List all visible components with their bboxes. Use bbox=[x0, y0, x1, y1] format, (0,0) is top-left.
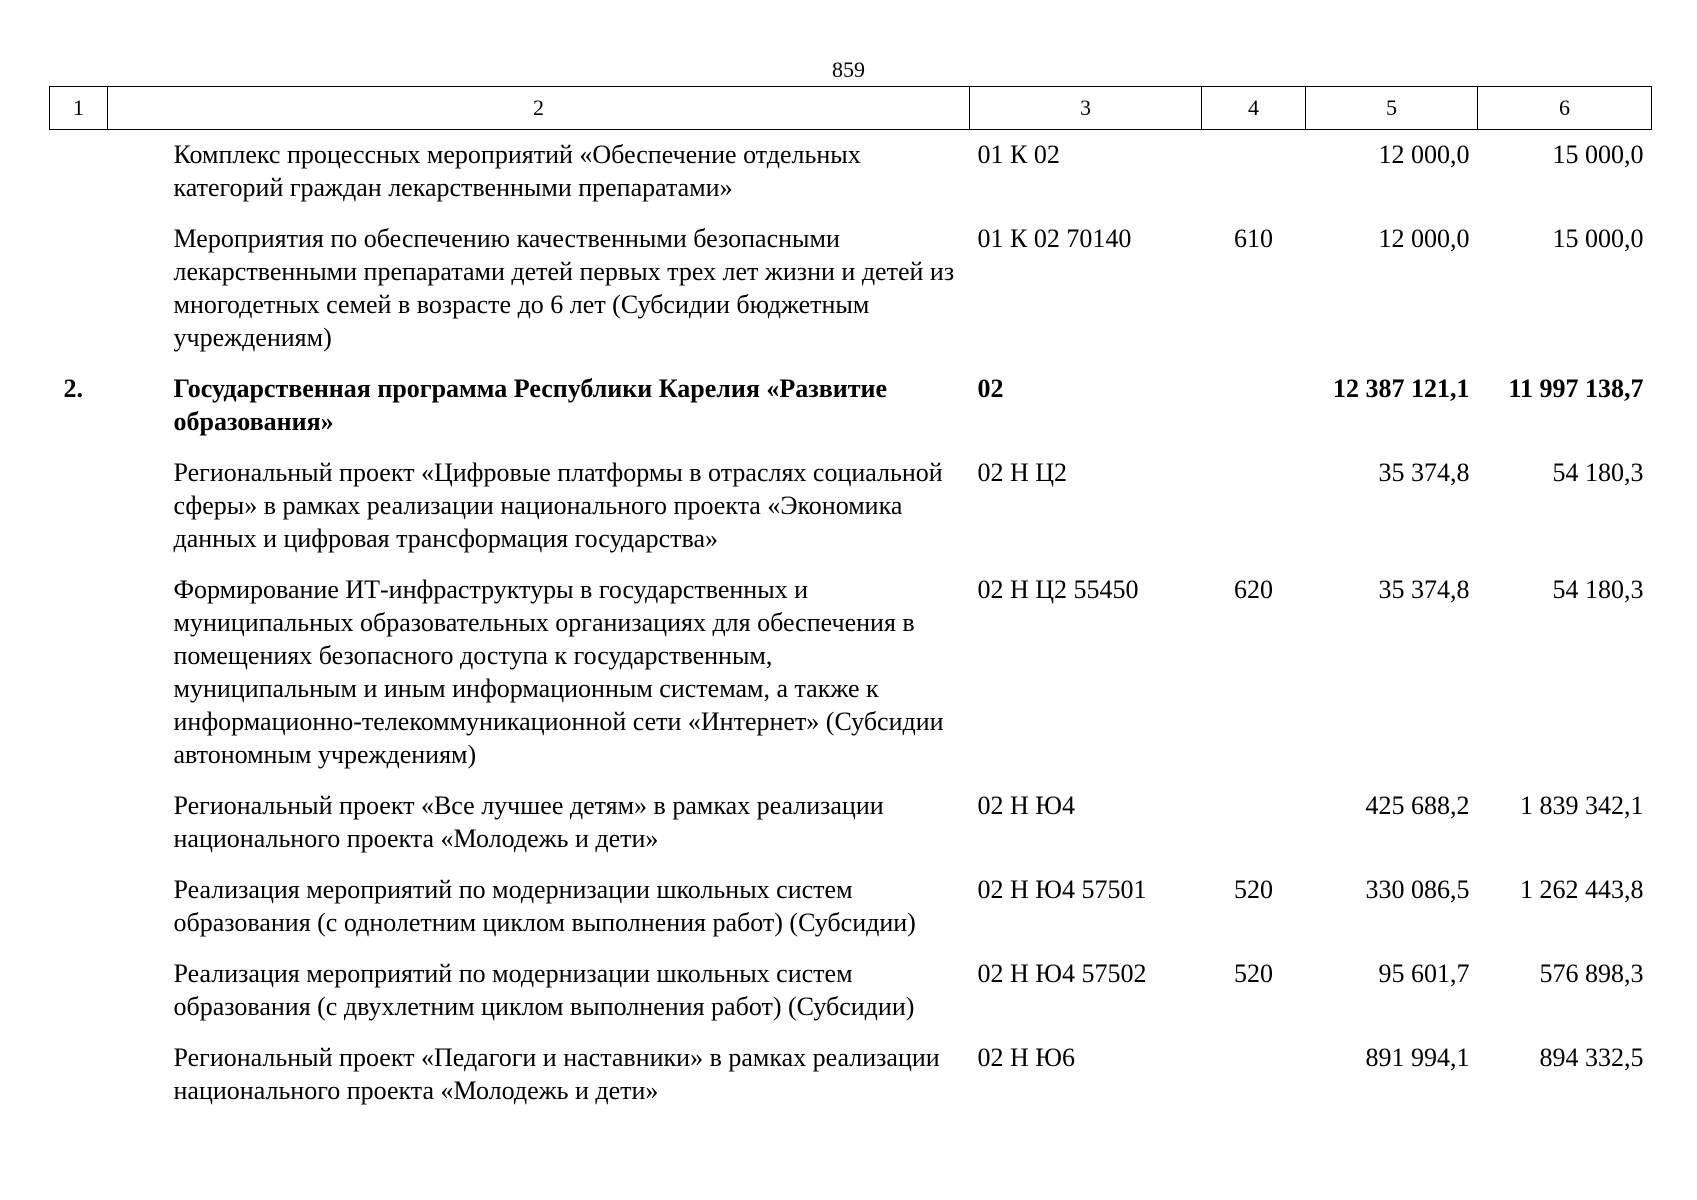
row-name: Региональный проект «Педагоги и наставники» в рамках реализации национального проекта «Молодежь и дети» bbox=[173, 1043, 940, 1105]
row-amount-col5: 891 994,1 bbox=[1365, 1043, 1470, 1072]
row-amount-col5: 12 000,0 bbox=[1378, 140, 1470, 169]
table-body bbox=[50, 130, 1652, 1116]
row-number bbox=[50, 863, 108, 947]
row-code: 02 Н Ц2 bbox=[977, 458, 1068, 487]
row-code: 02 Н Ц2 55450 bbox=[977, 575, 1139, 604]
row-number bbox=[50, 947, 108, 1031]
header-row bbox=[50, 87, 1652, 130]
row-code: 02 Н Ю4 57502 bbox=[977, 959, 1147, 988]
row-expense-type bbox=[1202, 1031, 1306, 1115]
row-name: Региональный проект «Все лучшее детям» в рамках реализации национального проекта «Молодежь и дети» bbox=[173, 791, 884, 853]
row-amount-col6: 15 000,0 bbox=[1552, 224, 1644, 253]
row-expense-type: 520 bbox=[1234, 959, 1273, 988]
row-expense-type: 520 bbox=[1234, 875, 1273, 904]
row-amount-col5: 330 086,5 bbox=[1365, 875, 1470, 904]
row-expense-type: 620 bbox=[1234, 575, 1273, 604]
row-name: Реализация мероприятий по модернизации школьных систем образования (с двухлетним циклом выполнения работ) (Субсидии) bbox=[173, 959, 915, 1021]
row-number: 2. bbox=[63, 374, 83, 403]
row-amount-col5: 12 387 121,1 bbox=[1333, 374, 1470, 403]
row-name: Комплекс процессных мероприятий «Обеспечение отдельных категорий граждан лекарственными препаратами» bbox=[173, 140, 861, 202]
row-amount-col6: 15 000,0 bbox=[1552, 140, 1644, 169]
header-col-2: 2 bbox=[108, 87, 970, 130]
row-number bbox=[50, 130, 108, 213]
row-amount-col6: 54 180,3 bbox=[1552, 458, 1644, 487]
header-col-5: 5 bbox=[1306, 87, 1478, 130]
row-code: 02 Н Ю6 bbox=[977, 1043, 1075, 1072]
table-row bbox=[50, 362, 1652, 446]
row-name: Региональный проект «Цифровые платформы в отраслях социальной сферы» в рамках реализации национального проекта «Экономика данных и цифровая трансформация государства» bbox=[173, 458, 943, 553]
row-number bbox=[50, 779, 108, 863]
row-amount-col6: 11 997 138,7 bbox=[1508, 374, 1644, 403]
row-name: Мероприятия по обеспечению качественными безопасными лекарственными препаратами детей первых трех лет жизни и детей из многодетных семей в возрасте до 6 лет (Субсидии бюджетным учреждениям) bbox=[173, 224, 955, 352]
page-number: 859 bbox=[832, 57, 865, 82]
row-name: Формирование ИТ-инфраструктуры в государственных и муниципальных образовательных организациях для обеспечения в помещениях безопасного доступа к государственным, муниципальным и иным информационным системам, а также к информационно-телекоммуникационной сети «Интернет» (Субсидии автономным учреждениям) bbox=[173, 575, 944, 769]
row-expense-type bbox=[1202, 779, 1306, 863]
row-amount-col6: 54 180,3 bbox=[1552, 575, 1644, 604]
row-code: 01 К 02 bbox=[977, 140, 1060, 169]
row-number bbox=[50, 446, 108, 563]
row-name: Реализация мероприятий по модернизации школьных систем образования (с однолетним циклом выполнения работ) (Субсидии) bbox=[173, 875, 916, 937]
table-row bbox=[50, 947, 1652, 1031]
row-amount-col5: 12 000,0 bbox=[1378, 224, 1470, 253]
table-row bbox=[50, 212, 1652, 362]
row-amount-col5: 425 688,2 bbox=[1365, 791, 1470, 820]
row-expense-type bbox=[1202, 446, 1306, 563]
row-amount-col5: 35 374,8 bbox=[1378, 458, 1470, 487]
row-code: 02 Н Ю4 bbox=[977, 791, 1075, 820]
table-header bbox=[50, 87, 1652, 130]
row-amount-col5: 95 601,7 bbox=[1378, 959, 1470, 988]
budget-table bbox=[49, 86, 1652, 1115]
row-amount-col6: 576 898,3 bbox=[1539, 959, 1644, 988]
header-col-3: 3 bbox=[970, 87, 1202, 130]
row-name: Государственная программа Республики Карелия «Развитие образования» bbox=[173, 374, 888, 436]
row-number bbox=[50, 212, 108, 362]
row-amount-col6: 1 262 443,8 bbox=[1520, 875, 1644, 904]
row-expense-type: 610 bbox=[1234, 224, 1273, 253]
table-row bbox=[50, 563, 1652, 779]
row-number bbox=[50, 1031, 108, 1115]
header-col-6: 6 bbox=[1478, 87, 1652, 130]
table-row bbox=[50, 779, 1652, 863]
row-amount-col6: 894 332,5 bbox=[1539, 1043, 1644, 1072]
row-code: 02 bbox=[977, 374, 1004, 403]
table-row bbox=[50, 1031, 1652, 1115]
row-amount-col5: 35 374,8 bbox=[1378, 575, 1470, 604]
row-expense-type bbox=[1202, 362, 1306, 446]
table-row bbox=[50, 130, 1652, 213]
table-row bbox=[50, 446, 1652, 563]
header-col-1: 1 bbox=[50, 87, 108, 130]
table-row bbox=[50, 863, 1652, 947]
row-code: 02 Н Ю4 57501 bbox=[977, 875, 1147, 904]
header-col-4: 4 bbox=[1202, 87, 1306, 130]
row-amount-col6: 1 839 342,1 bbox=[1520, 791, 1644, 820]
row-code: 01 К 02 70140 bbox=[977, 224, 1132, 253]
row-expense-type bbox=[1202, 130, 1306, 213]
row-number bbox=[50, 563, 108, 779]
